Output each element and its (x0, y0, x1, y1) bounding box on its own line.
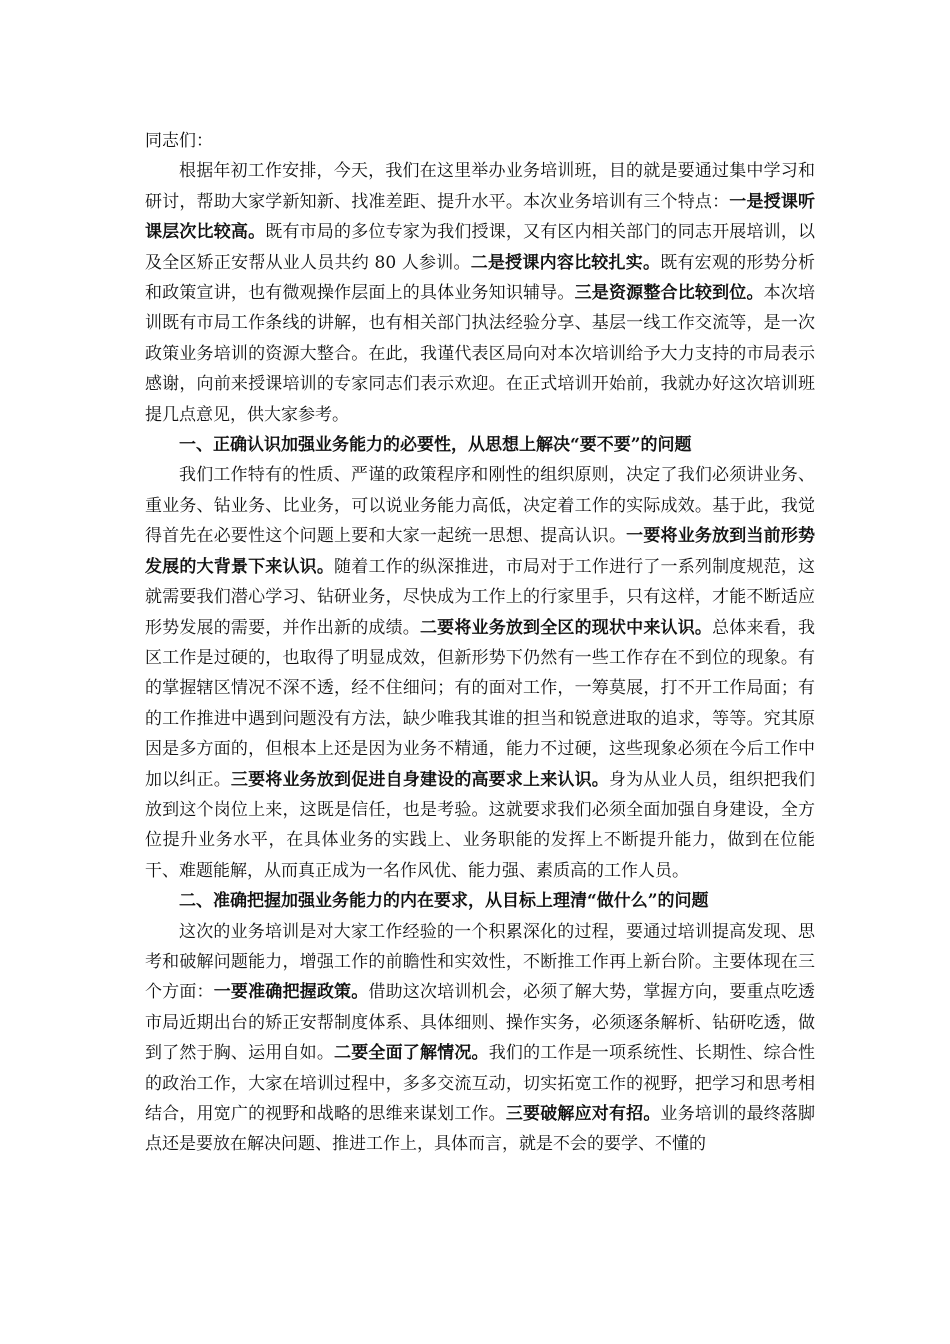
section-heading-2: 二、准确把握加强业务能力的内在要求，从目标上理清“做什么”的问题 (179, 891, 709, 912)
intro-text-2: 既有市局的多位专家为我们授课，又有区内相关部门的同志开展培训，以及全区矫正安帮从业人员共约 80 人参训。 (145, 222, 816, 273)
paragraph-section-1 (145, 460, 815, 886)
intro-text-1: 根据年初工作安排，今天，我们在这里举办业务培训班，目的就是要通过集中学习和研讨，帮助大家学新知新、找准差距、提升水平。本次业务培训有三个特点： (145, 161, 815, 212)
intro-text-3: 既有宏观的形势分析和政策宣讲，也有微观操作层面上的具体业务知识辅导。 (145, 252, 816, 304)
s2-point-2: 二要全面了解情况。 (334, 1043, 489, 1064)
intro-text-4: 本次培训既有市局工作条线的讲解，也有相关部门执法经验分享、基层一线工作交流等，是一次政策业务培训的资源大整合。在此，我谨代表区局向对本次培训给予大力支持的市局表示感谢，向前来授课培训的专家同志们表示欢迎。在正式培训开始前，我就办好这次培训班提几点意见，供大家参考。 (145, 283, 816, 425)
s1-text-3: 总体来看，我区工作是过硬的，也取得了明显成效，但新形势下仍然有一些工作存在不到位的现象。有的掌握辖区情况不深不透，经不住细问；有的面对工作，一筹莫展，打不开工作局面；有的工作推进中遇到问题没有方法，缺少唯我其谁的担当和锐意进取的追求，等等。究其原因是多方面的，但根本上还是因为业务不精通，能力不过硬，这些现象必须在今后工作中加以纠正。 (145, 617, 816, 790)
salutation: 同志们： (145, 131, 213, 151)
intro-point-3: 三是资源整合比较到位。 (574, 283, 764, 304)
paragraph-intro (145, 156, 815, 430)
s2-point-3: 三要破解应对有招。 (505, 1104, 661, 1124)
paragraph-section-2 (145, 917, 815, 1160)
document-page (145, 126, 815, 1160)
s1-text-1: 我们工作特有的性质、严谨的政策程序和刚性的组织原则，决定了我们必须讲业务、重业务、钻业务、比业务，可以说业务能力高低，决定着工作的实际成效。基于此，我觉得首先在必要性这个问题上要和大家一起统一思想、提高认识。 (145, 465, 815, 547)
s2-point-1: 一要准确把握政策。 (213, 982, 369, 1003)
section-heading-1: 一、正确认识加强业务能力的必要性，从思想上解决“要不要”的问题 (179, 435, 692, 456)
s1-text-2: 随着工作的纵深推进，市局对于工作进行了一系列制度规范，这就需要我们潜心学习、钻研业务，尽快成为工作上的行家里手，只有这样，才能不断适应形势发展的需要，并作出新的成绩。 (145, 556, 816, 638)
s1-point-1: 一要将业务放到当前形势发展的大背景下来认识。 (145, 526, 816, 577)
s2-text-3: 我们的工作是一项系统性、长期性、综合性的政治工作，大家在培训过程中，多多交流互动，切实拓宽工作的视野，把学习和思考相结合，用宽广的视野和战略的思维来谋划工作。 (145, 1043, 816, 1124)
s2-text-1: 这次的业务培训是对大家工作经验的一个积累深化的过程，要通过培训提高发现、思考和破解问题能力，增强工作的前瞻性和实效性，不断推工作再上新台阶。主要体现在三个方面： (145, 921, 815, 1003)
s1-point-2: 二要将业务放到全区的现状中来认识。 (419, 617, 713, 638)
s1-text-4: 身为从业人员，组织把我们放到这个岗位上来，这既是信任，也是考验。这就要求我们必须全面加强自身建设，全方位提升业务水平，在具体业务的实践上、业务职能的发挥上不断提升能力，做到在位能干、难题能解，从而真正成为一名作风优、能力强、素质高的工作人员。 (145, 769, 816, 881)
intro-point-2: 二是授课内容比较扎实。 (470, 252, 661, 273)
s2-text-2: 借助这次培训机会，必须了解大势，掌握方向，要重点吃透市局近期出台的矫正安帮制度体系、具体细则、操作实务，必须逐条解析、钻研吃透，做到了然于胸、运用自如。 (145, 982, 816, 1064)
intro-point-1: 一是授课听课层次比较高。 (145, 191, 816, 243)
s1-point-3: 三要将业务放到促进自身建设的高要求上来认识。 (230, 769, 609, 790)
s2-text-4: 业务培训的最终落脚点还是要放在解决问题、推进工作上，具体而言，就是不会的要学、不懂的 (145, 1104, 816, 1155)
